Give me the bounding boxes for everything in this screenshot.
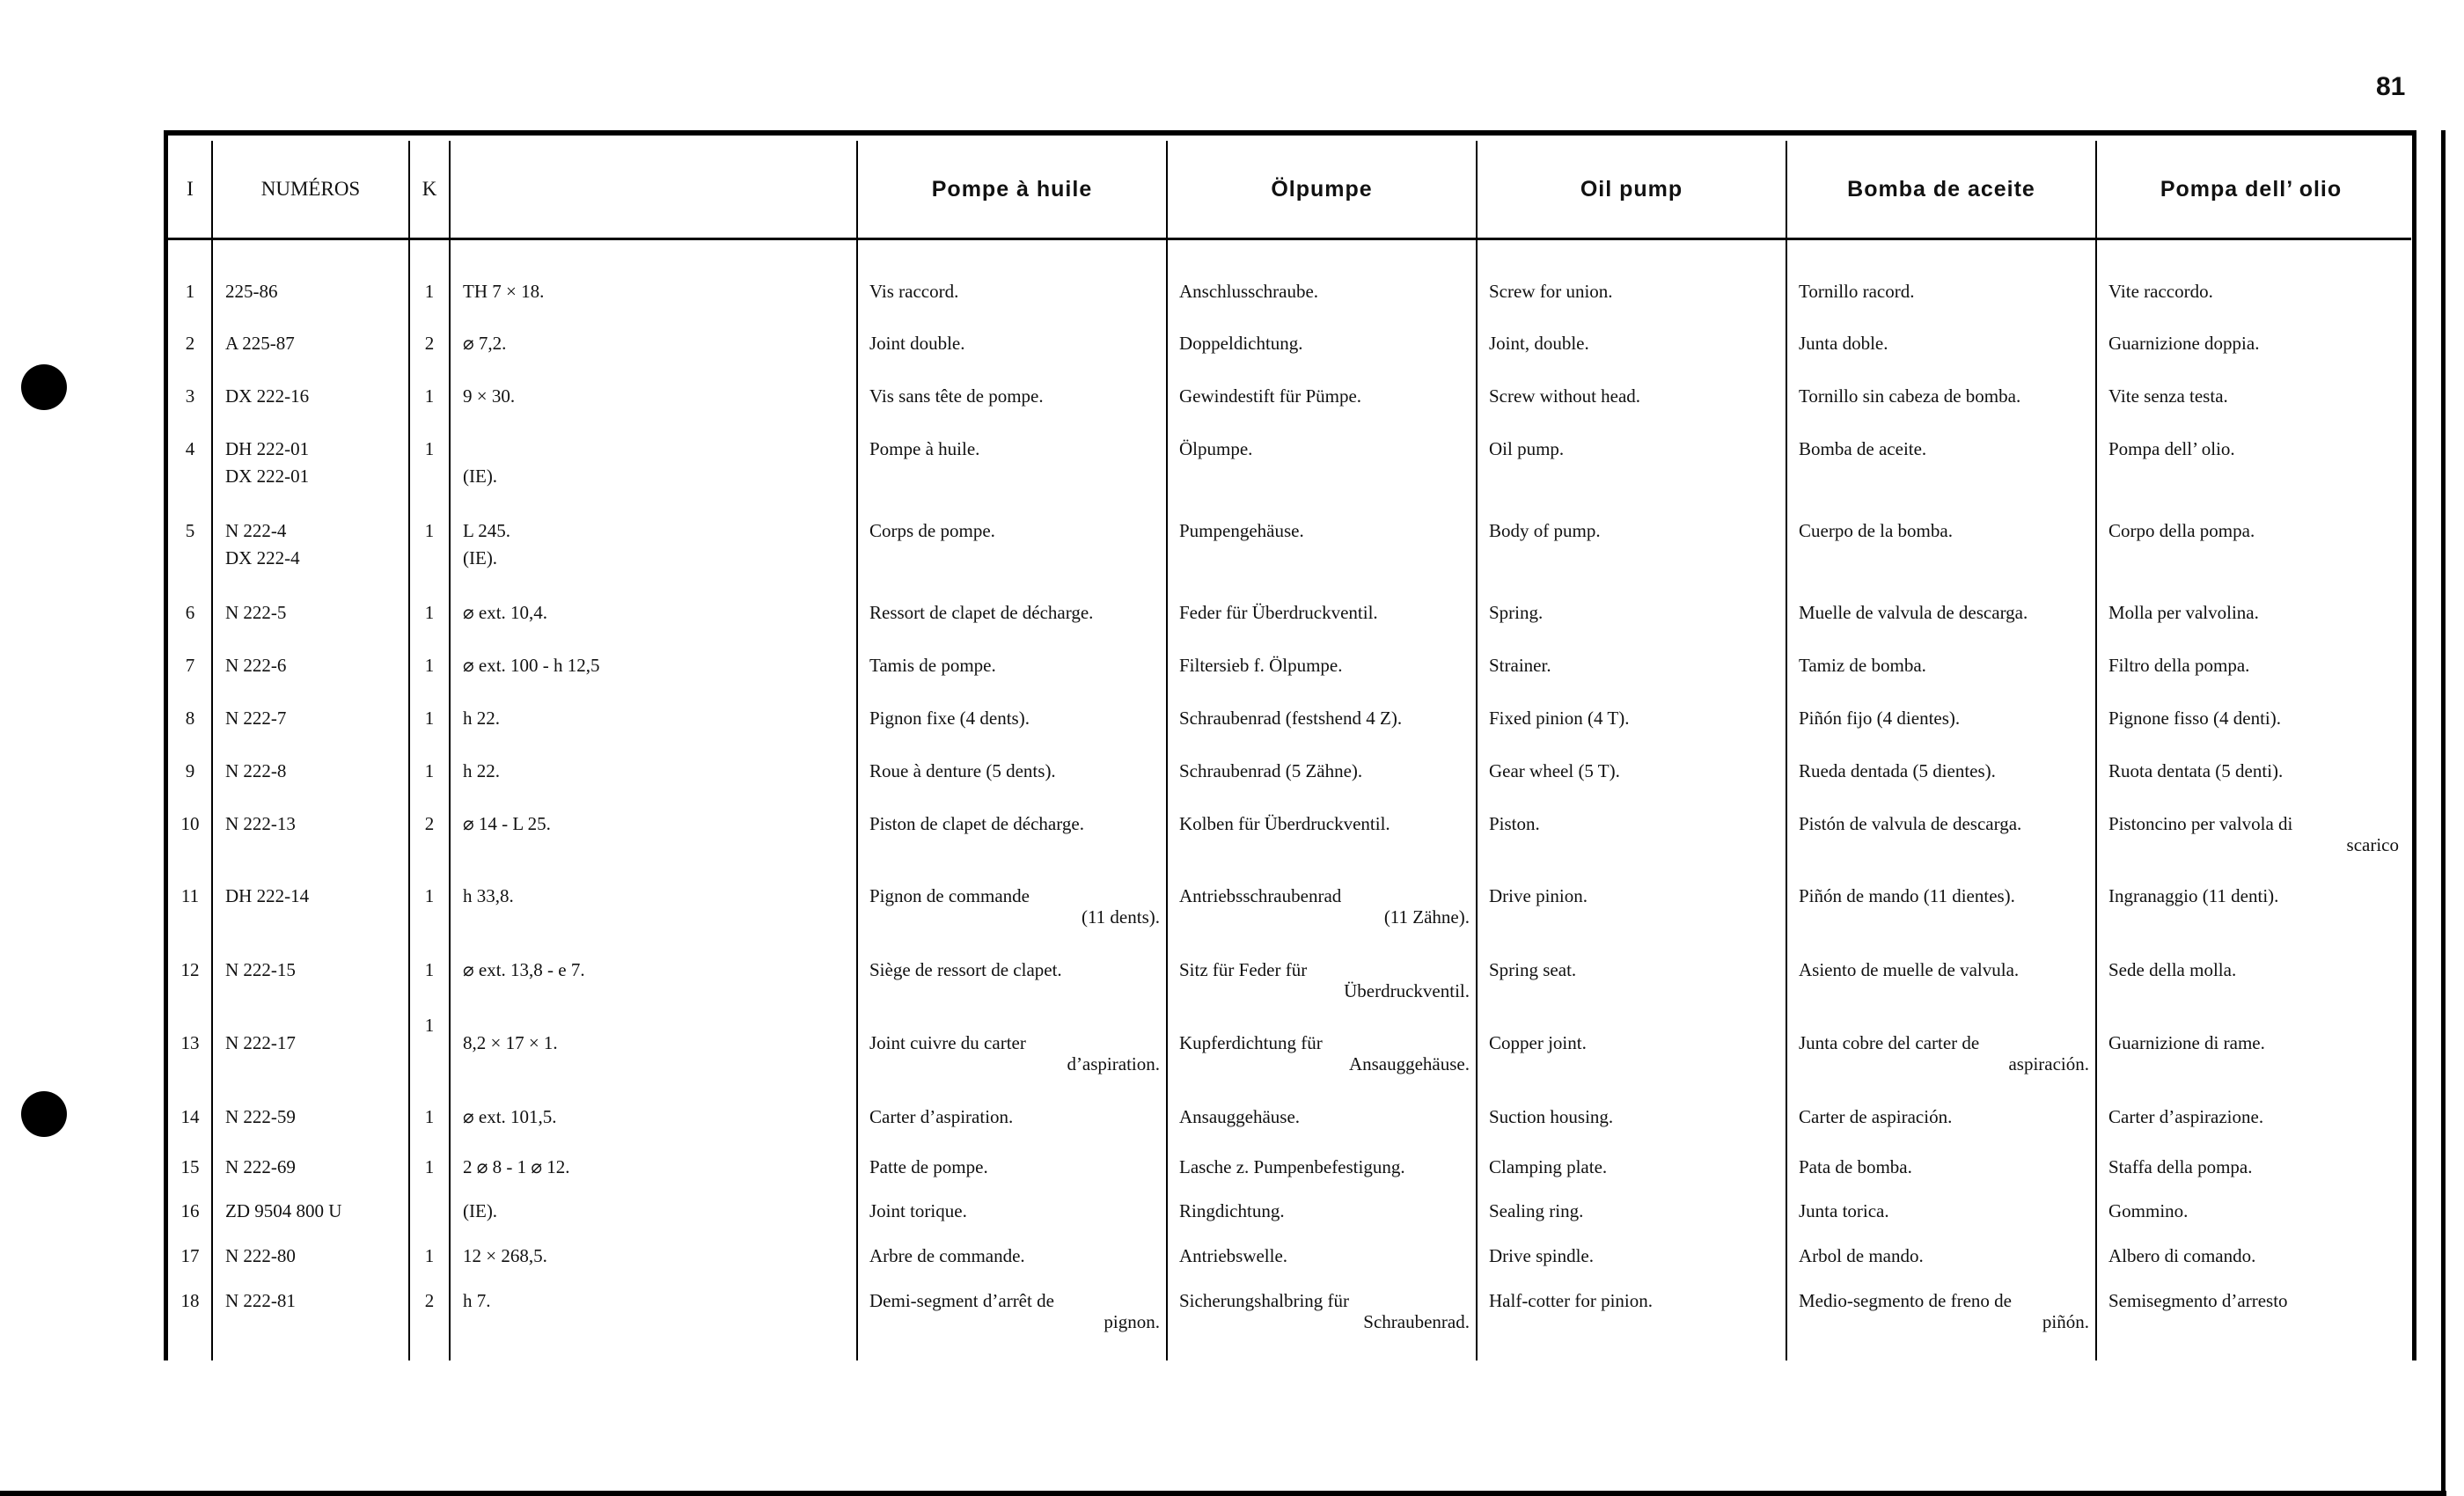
description-it: Molla per valvolina.: [2108, 602, 2259, 623]
description-it: Pignone fisso (4 denti).: [2108, 708, 2281, 729]
description-en: Body of pump.: [1489, 520, 1601, 541]
quantity: 1: [424, 520, 435, 541]
quantity: 1: [424, 1106, 435, 1127]
description-it: Pistoncino per valvola di: [2108, 813, 2293, 834]
description-fr: Pompe à huile.: [869, 438, 980, 459]
description-fr: Joint double.: [869, 333, 965, 354]
column-divider: [1166, 141, 1168, 1360]
page-bottom-rule: [0, 1491, 2446, 1496]
description-fr: Roue à denture (5 dents).: [869, 760, 1056, 781]
description-de: Sicherungshalbring für: [1179, 1290, 1350, 1311]
description-de: Doppeldichtung.: [1179, 333, 1303, 354]
description-it: Guarnizione doppia.: [2108, 333, 2260, 354]
quantity: 1: [424, 385, 435, 407]
dimension: 8,2 × 17 × 1.: [463, 1032, 558, 1053]
description-es: Bomba de aceite.: [1799, 438, 1927, 459]
quantity: 2: [424, 813, 435, 834]
quantity: 1: [424, 1015, 435, 1036]
description-en: Gear wheel (5 T).: [1489, 760, 1620, 781]
description-de-cont: Überdruckventil.: [1344, 980, 1470, 1001]
description-it: Vite raccordo.: [2108, 281, 2213, 302]
description-fr: Patte de pompe.: [869, 1156, 988, 1177]
description-en: Fixed pinion (4 T).: [1489, 708, 1630, 729]
description-it: Albero di comando.: [2108, 1245, 2256, 1266]
punch-hole: [21, 364, 67, 410]
description-fr: Corps de pompe.: [869, 520, 995, 541]
description-de: Ölpumpe.: [1179, 438, 1253, 459]
part-number: N 222-15: [225, 959, 296, 980]
column-divider: [211, 141, 213, 1360]
description-fr: Arbre de commande.: [869, 1245, 1025, 1266]
description-en: Screw for union.: [1489, 281, 1613, 302]
row-index: 16: [180, 1200, 200, 1221]
description-de: Sitz für Feder für: [1179, 959, 1308, 980]
row-index: 6: [185, 602, 195, 623]
dimension: ⌀ ext. 100 - h 12,5: [463, 655, 600, 676]
part-number: N 222-69: [225, 1156, 296, 1177]
description-es: Junta cobre del carter de: [1799, 1032, 1980, 1053]
description-es: Piñón de mando (11 dientes).: [1799, 885, 2015, 906]
part-number: N 222-17: [225, 1032, 296, 1053]
description-de: Kolben für Überdruckventil.: [1179, 813, 1390, 834]
dimension: h 33,8.: [463, 885, 514, 906]
description-en: Clamping plate.: [1489, 1156, 1608, 1177]
description-de-cont: Schraubenrad.: [1363, 1311, 1470, 1332]
row-index: 14: [180, 1106, 200, 1127]
column-divider: [1476, 141, 1478, 1360]
row-index: 17: [180, 1245, 200, 1266]
description-es-cont: aspiración.: [2008, 1053, 2089, 1074]
page-number: 81: [2376, 72, 2406, 101]
description-fr: Pignon de commande: [869, 885, 1030, 906]
description-es: Pistón de valvula de descarga.: [1799, 813, 2022, 834]
description-en: Spring.: [1489, 602, 1544, 623]
description-it: Ruota dentata (5 denti).: [2108, 760, 2284, 781]
description-de: Kupferdichtung für: [1179, 1032, 1323, 1053]
quantity: 2: [424, 333, 435, 354]
description-es: Tornillo racord.: [1799, 281, 1915, 302]
description-it: Vite senza testa.: [2108, 385, 2228, 407]
description-en: Sealing ring.: [1489, 1200, 1584, 1221]
description-it: Sede della molla.: [2108, 959, 2237, 980]
description-fr: Ressort de clapet de décharge.: [869, 602, 1094, 623]
column-divider: [856, 141, 858, 1360]
dimension: 2 ⌀ 8 - 1 ⌀ 12.: [463, 1156, 570, 1177]
description-it: Corpo della pompa.: [2108, 520, 2255, 541]
row-index: 3: [185, 385, 195, 407]
header-rule: [167, 238, 2411, 240]
description-es: Asiento de muelle de valvula.: [1799, 959, 2020, 980]
part-number: ZD 9504 800 U: [225, 1200, 342, 1221]
description-de: Schraubenrad (5 Zähne).: [1179, 760, 1363, 781]
header-i: I: [187, 178, 194, 200]
description-de: Feder für Überdruckventil.: [1179, 602, 1378, 623]
dimension: h 7.: [463, 1290, 491, 1311]
row-index: 1: [185, 281, 195, 302]
part-number: N 222-4: [225, 520, 287, 541]
description-en: Piston.: [1489, 813, 1540, 834]
row-index: 4: [185, 438, 195, 459]
description-de: Filtersieb f. Ölpumpe.: [1179, 655, 1343, 676]
header-italian: Pompa dell’ olio: [2160, 176, 2343, 202]
description-it-cont: scarico: [2346, 834, 2399, 855]
description-en: Screw without head.: [1489, 385, 1641, 407]
description-fr-cont: pignon.: [1104, 1311, 1160, 1332]
quantity: 1: [424, 1245, 435, 1266]
row-index: 18: [180, 1290, 200, 1311]
description-es: Junta torica.: [1799, 1200, 1889, 1221]
quantity: 1: [424, 760, 435, 781]
description-de-cont: Ansauggehäuse.: [1348, 1053, 1470, 1074]
header-spanish: Bomba de aceite: [1847, 176, 2035, 202]
punch-hole: [21, 1091, 67, 1137]
description-de: Antriebsschraubenrad: [1179, 885, 1342, 906]
dimension: h 22.: [463, 760, 500, 781]
header-k: K: [422, 178, 437, 200]
row-index: 2: [185, 333, 195, 354]
description-es: Muelle de valvula de descarga.: [1799, 602, 2028, 623]
part-number: N 222-59: [225, 1106, 296, 1127]
description-de: Schraubenrad (festshend 4 Z).: [1179, 708, 1403, 729]
description-de-cont: (11 Zähne).: [1383, 906, 1470, 928]
dimension: (IE).: [463, 466, 498, 487]
row-index: 5: [185, 520, 195, 541]
description-fr-cont: d’aspiration.: [1067, 1053, 1160, 1074]
dimension: ⌀ 7,2.: [463, 333, 507, 354]
column-divider: [449, 141, 451, 1360]
part-number: N 222-7: [225, 708, 287, 729]
description-de: Ringdichtung.: [1179, 1200, 1285, 1221]
description-es: Arbol de mando.: [1799, 1245, 1924, 1266]
description-fr-cont: (11 dents).: [1081, 906, 1160, 928]
description-en: Suction housing.: [1489, 1106, 1614, 1127]
description-fr: Vis sans tête de pompe.: [869, 385, 1044, 407]
description-it: Ingranaggio (11 denti).: [2108, 885, 2279, 906]
description-es: Junta doble.: [1799, 333, 1888, 354]
dimension: h 22.: [463, 708, 500, 729]
row-index: 8: [185, 708, 195, 729]
description-fr: Tamis de pompe.: [869, 655, 996, 676]
quantity: 1: [424, 602, 435, 623]
quantity: 2: [424, 1290, 435, 1311]
description-it: Staffa della pompa.: [2108, 1156, 2253, 1177]
dimension: ⌀ ext. 101,5.: [463, 1106, 557, 1127]
part-number: DX 222-16: [225, 385, 310, 407]
description-es: Rueda dentada (5 dientes).: [1799, 760, 1996, 781]
part-number: DH 222-14: [225, 885, 310, 906]
row-index: 15: [180, 1156, 200, 1177]
description-fr: Carter d’aspiration.: [869, 1106, 1014, 1127]
row-index: 13: [180, 1032, 200, 1053]
row-index: 10: [180, 813, 200, 834]
description-en: Drive pinion.: [1489, 885, 1588, 906]
description-en: Strainer.: [1489, 655, 1551, 676]
dimension: (IE).: [463, 1200, 498, 1221]
part-number: N 222-80: [225, 1245, 296, 1266]
description-de: Ansauggehäuse.: [1179, 1106, 1301, 1127]
description-en: Copper joint.: [1489, 1032, 1587, 1053]
column-divider: [1786, 141, 1787, 1360]
description-de: Antriebswelle.: [1179, 1245, 1288, 1266]
row-index: 7: [185, 655, 195, 676]
description-es: Tornillo sin cabeza de bomba.: [1799, 385, 2021, 407]
description-en: Spring seat.: [1489, 959, 1577, 980]
description-en: Drive spindle.: [1489, 1245, 1594, 1266]
row-index: 9: [185, 760, 195, 781]
part-number: A 225-87: [225, 333, 295, 354]
description-de: Gewindestift für Pümpe.: [1179, 385, 1362, 407]
description-es: Cuerpo de la bomba.: [1799, 520, 1953, 541]
row-index: 12: [180, 959, 200, 980]
dimension: TH 7 × 18.: [463, 281, 545, 302]
header-english: Oil pump: [1580, 176, 1683, 202]
part-number: N 222-8: [225, 760, 287, 781]
description-en: Oil pump.: [1489, 438, 1565, 459]
part-number: DH 222-01: [225, 438, 310, 459]
dimension: (IE).: [463, 547, 498, 568]
description-fr: Joint torique.: [869, 1200, 967, 1221]
header-german: Ölpumpe: [1271, 176, 1373, 202]
description-fr: Piston de clapet de décharge.: [869, 813, 1084, 834]
dimension: 12 × 268,5.: [463, 1245, 547, 1266]
dimension: 9 × 30.: [463, 385, 516, 407]
quantity: 1: [424, 708, 435, 729]
description-it: Pompa dell’ olio.: [2108, 438, 2235, 459]
quantity: 1: [424, 281, 435, 302]
description-fr: Vis raccord.: [869, 281, 959, 302]
header-numeros: NUMÉROS: [260, 178, 361, 200]
description-it: Semisegmento d’arresto: [2108, 1290, 2288, 1311]
description-en: Joint, double.: [1489, 333, 1589, 354]
part-number: N 222-5: [225, 602, 287, 623]
column-divider: [2095, 141, 2097, 1360]
header-french: Pompe à huile: [931, 176, 1093, 202]
dimension: ⌀ 14 - L 25.: [463, 813, 551, 834]
quantity: 1: [424, 655, 435, 676]
quantity: 1: [424, 1156, 435, 1177]
description-it: Gommino.: [2108, 1200, 2189, 1221]
description-fr: Demi-segment d’arrêt de: [869, 1290, 1054, 1311]
description-it: Guarnizione di rame.: [2108, 1032, 2265, 1053]
description-es: Tamiz de bomba.: [1799, 655, 1926, 676]
description-es: Piñón fijo (4 dientes).: [1799, 708, 1961, 729]
description-fr: Siège de ressort de clapet.: [869, 959, 1062, 980]
dimension: ⌀ ext. 13,8 - e 7.: [463, 959, 585, 980]
dimension: L 245.: [463, 520, 511, 541]
description-de: Anschlusschraube.: [1179, 281, 1319, 302]
row-index: 11: [180, 885, 200, 906]
description-fr: Joint cuivre du carter: [869, 1032, 1026, 1053]
description-it: Filtro della pompa.: [2108, 655, 2250, 676]
dimension: ⌀ ext. 10,4.: [463, 602, 548, 623]
description-en: Half-cotter for pinion.: [1489, 1290, 1654, 1311]
part-number: DX 222-01: [225, 466, 310, 487]
description-es: Medio-segmento de freno de: [1799, 1290, 2013, 1311]
quantity: 1: [424, 438, 435, 459]
part-number: N 222-13: [225, 813, 296, 834]
description-es: Pata de bomba.: [1799, 1156, 1912, 1177]
description-de: Lasche z. Pumpenbefestigung.: [1179, 1156, 1405, 1177]
part-number: N 222-6: [225, 655, 287, 676]
page-edge-rule: [2441, 130, 2446, 1496]
part-number: 225-86: [225, 281, 278, 302]
description-de: Pumpengehäuse.: [1179, 520, 1304, 541]
description-es-cont: piñón.: [2042, 1311, 2089, 1332]
quantity: 1: [424, 959, 435, 980]
description-it: Carter d’aspirazione.: [2108, 1106, 2264, 1127]
description-es: Carter de aspiración.: [1799, 1106, 1953, 1127]
description-fr: Pignon fixe (4 dents).: [869, 708, 1030, 729]
part-number: DX 222-4: [225, 547, 300, 568]
part-number: N 222-81: [225, 1290, 296, 1311]
quantity: 1: [424, 885, 435, 906]
